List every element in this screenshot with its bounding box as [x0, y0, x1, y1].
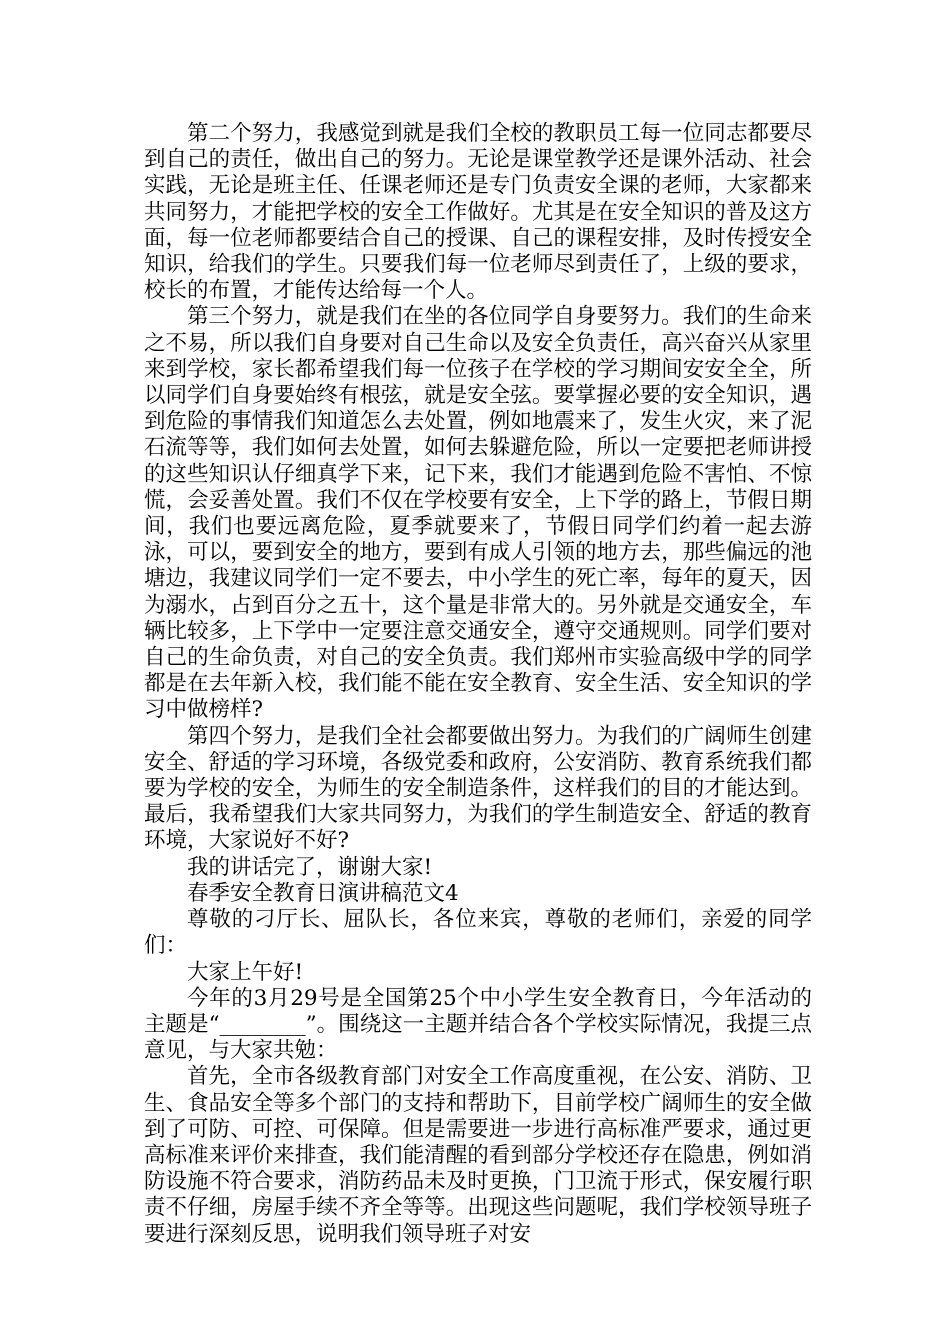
paragraph-second-effort: 第二个努力，我感觉到就是我们全校的教职员工每一位同志都要尽到自己的责任，做出自己的努力。无论是课堂教学还是课外活动、社会实践，无论是班主任、任课老师还是专门负责安全课的老师，大家都来共同努力，才能把学校的安全工作做好。尤其是在安全知识的普及这方面，每一位老师都要结合自己的授课、自己的课程安排，及时传授安全知识，给我们的学生。只要我们每一位老师尽到责任了，上级的要求，校长的布置，才能传达给每一个人。: [144, 121, 812, 304]
paragraph-first-point: 首先，全市各级教育部门对安全工作高度重视，在公安、消防、卫生、食品安全等多个部门的支持和帮助下，目前学校广阔师生的安全做到了可防、可控、可保障。但是需要进一步进行高标准严要求，通过更高标准来评价来排查，我们能清醒的看到部分学校还存在隐患，例如消防设施不符合要求，消防药品未及时更换，门卫流于形式，保安履行职责不仔细，房屋手续不齐全等等。出现这些问题呢，我们学校领导班子要进行深刻反思，说明我们领导班子对安: [144, 1064, 812, 1247]
paragraph-third-effort: 第三个努力，就是我们在坐的各位同学自身要努力。我们的生命来之不易，所以我们自身要对自己生命以及安全负责任，高兴奋兴从家里来到学校，家长都希望我们每一位孩子在学校的学习期间安安全全，所以同学们自身要始终有根弦，就是安全弦。要掌握必要的安全知识，遇到危险的事情我们知道怎么去处置，例如地震来了，发生火灾，来了泥石流等等，我们如何去处置，如何去躲避危险，所以一定要把老师讲授的这些知识认仔细真学下来，记下来，我们才能遇到危险不害怕、不惊慌，会妥善处置。我们不仅在学校要有安全，上下学的路上，节假日期间，我们也要远离危险，夏季就要来了，节假日同学们约着一起去游泳，可以，要到安全的地方，要到有成人引领的地方去，那些偏远的池塘边，我建议同学们一定不要去，中小学生的死亡率，每年的夏天，因为溺水，占到百分之五十，这个量是非常大的。另外就是交通安全，车辆比较多，上下学中一定要注意交通安全，遵守交通规则。同学们要对自己的生命负责，对自己的安全负责。我们郑州市实验高级中学的同学都是在去年新入校，我们能不能在安全教育、安全生活、安全知识的学习中做榜样?: [144, 304, 812, 723]
paragraph-closing: 我的讲话完了，谢谢大家!: [187, 854, 433, 880]
paragraph-greeting: 大家上午好!: [187, 959, 304, 985]
paragraph-salutation: 尊敬的刁厅长、屈队长，各位来宾，尊敬的老师们，亲爱的同学们：: [144, 907, 812, 959]
section-title: 春季安全教育日演讲稿范文4: [187, 880, 459, 906]
paragraph-theme: 今年的3月29号是全国第25个中小学生安全教育日，今年活动的主题是“________”。围绕这一主题并结合各个学校实际情况，我提三点意见，与大家共勉：: [144, 985, 812, 1064]
paragraph-fourth-effort: 第四个努力，是我们全社会都要做出努力。为我们的广阔师生创建安全、舒适的学习环境，各级党委和政府，公安消防、教育系统我们都要为学校的安全，为师生的安全制造条件，这样我们的目的才能达到。最后，我希望我们大家共同努力，为我们的学生制造安全、舒适的教育环境，大家说好不好?: [144, 723, 812, 854]
document-body: [144, 121, 812, 1248]
